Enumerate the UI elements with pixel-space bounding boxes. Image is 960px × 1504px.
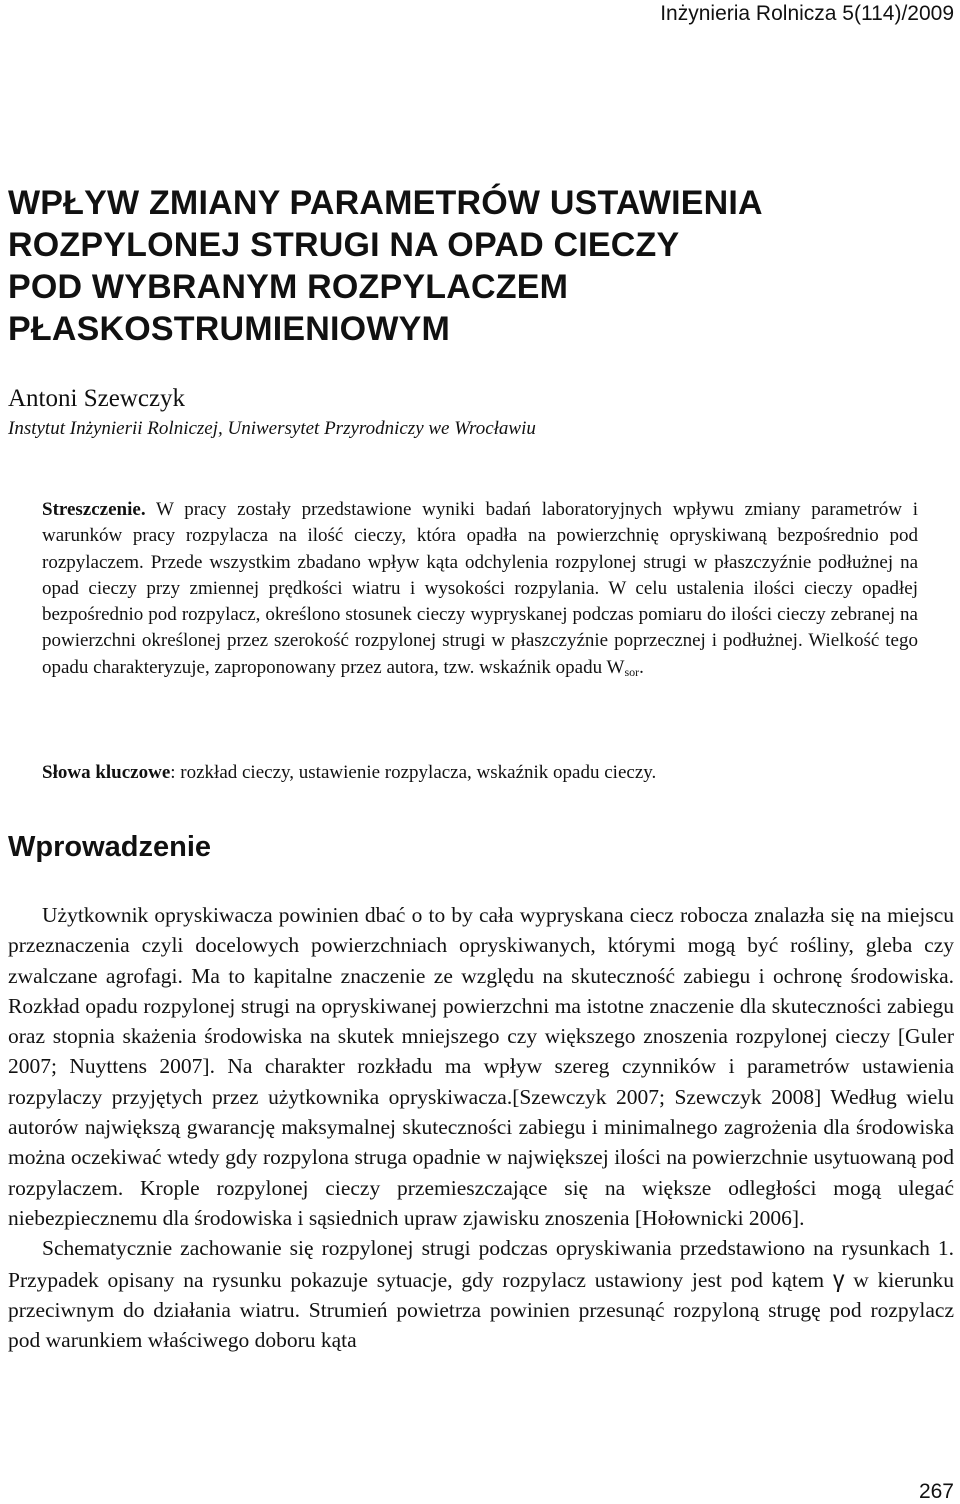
paragraph-text: Schematycznie zachowanie się rozpylonej strugi podczas opryskiwania przedstawiono na rysunkach 1. Przypadek opisany na rysunku pokazuje sytuacje, gdy rozpylacz ustawiony jest pod kątem: [8, 1236, 954, 1292]
keywords-label: Słowa kluczowe: [42, 762, 171, 783]
title-line: WPŁYW ZMIANY PARAMETRÓW USTAWIENIA: [8, 184, 763, 222]
keywords-text: : rozkład cieczy, ustawienie rozpylacza, wskaźnik opadu cieczy.: [170, 762, 657, 783]
abstract-end: .: [639, 656, 644, 678]
journal-header: Inżynieria Rolnicza 5(114)/2009: [660, 2, 954, 25]
abstract: [42, 497, 918, 681]
abstract-text: W pracy zostały przedstawione wyniki badań laboratoryjnych wpływu zmiany parametrów i warunków pracy rozpylacza na ilość cieczy, która opadła na powierzchnię opryskiwaną bezpośrednio pod rozpylaczem. Przede wszystkim zbadano wpływ kąta odchylenia rozpylonej strugi w płaszczyźnie podłużnej na opad cieczy przy zmiennej prędkości wiatru i wysokości rozpylania. W celu ustalenia ilości cieczy opadłej bezpośrednio pod rozpylacz, określono stosunek cieczy wypryskanej podczas pomiaru do ilości cieczy zebranej na powierzchni określonej przez szerokość rozpylonej strugi w płaszczyźnie poprzecznej i podłużnej. Wielkość tego opadu charakteryzuje, zaproponowany przez autora, tzw. wskaźnik opadu W: [42, 499, 918, 678]
section-body: [8, 900, 954, 1355]
body-paragraph: [8, 1233, 954, 1355]
title-line: PŁASKOSTRUMIENIOWYM: [8, 310, 451, 348]
abstract-subscript: sor: [624, 664, 640, 679]
title-line: POD WYBRANYM ROZPYLACZEM: [8, 268, 569, 306]
title-line: ROZPYLONEJ STRUGI NA OPAD CIECZY: [8, 226, 680, 264]
keywords: [42, 760, 918, 786]
body-paragraph: Użytkownik opryskiwacza powinien dbać o to by cała wypryskana ciecz robocza znalazła się na miejscu przeznaczenia czyli docelowych powierzchniach opryskiwanych, którymi mogą być rośliny, gleba czy zwalczane agrofagi. Ma to kapitalne znaczenie ze względu na skuteczność zabiegu i ochronę środowiska. Rozkład opadu rozpylonej strugi na opryskiwanej powierzchni ma istotne znaczenie dla skuteczności zabiegu oraz stopnia skażenia środowiska na skutek mniejszego czy większego znoszenia rozpylonej cieczy [Guler 2007; Nuyttens 2007]. Na charakter rozkładu ma wpływ szereg czynników i parametrów ustawienia rozpylaczy przyjętych przez użytkownika opryskiwacza.[Szewczyk 2007; Szewczyk 2008] Według wielu autorów największą gwarancję maksymalnej skuteczności zabiegu i minimalnego zagrożenia dla środowiska można oczekiwać wtedy gdy rozpylona struga opadnie w największej ilości na powierzchnie usytuowaną pod rozpylaczem. Krople rozpylonej cieczy przemieszczające się na większe odległości mogą ulegać niebezpiecznemu dla środowiska i sąsiednich upraw zjawisku znoszenia [Hołownicki 2006].: [8, 903, 954, 1230]
gamma-symbol: γ: [832, 1265, 845, 1292]
paragraph-text: w kierunku przeciwnym do działania wiatru. Strumień powietrza powinien przesunąć rozpyloną strugę pod rozpylacz pod warunkiem właściwego doboru kąta: [8, 1267, 955, 1353]
section-heading: Wprowadzenie: [8, 831, 212, 863]
page-number: 267: [918, 1480, 954, 1503]
article-title: [8, 182, 908, 350]
author-affiliation: Instytut Inżynierii Rolniczej, Uniwersytet Przyrodniczy we Wrocławiu: [8, 418, 536, 439]
author-name: Antoni Szewczyk: [8, 385, 186, 412]
abstract-label: Streszczenie.: [42, 499, 146, 520]
